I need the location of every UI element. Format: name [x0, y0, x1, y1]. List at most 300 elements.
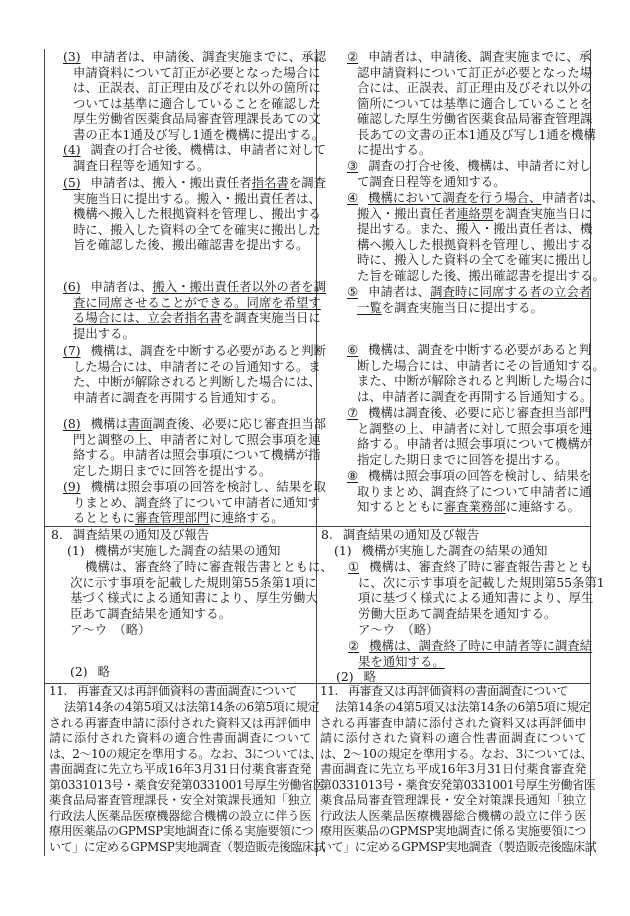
text-segment: 調査の打合せ後、機構は、申請者に対して [90, 142, 326, 157]
line-text [73, 295, 321, 311]
line-text [49, 840, 325, 856]
text-segment: 門と調整の上、申請者に対して照会事項を連 [73, 431, 321, 447]
text-segment: 申請者は、 [368, 284, 431, 299]
line-text [49, 778, 324, 794]
text-segment: 基づく様式による通知書により、厚生労働大 [70, 590, 318, 605]
line-text [335, 700, 590, 716]
text-line [357, 236, 593, 253]
text-line [320, 793, 586, 809]
item-number: 8. [321, 527, 333, 542]
text-line [73, 126, 325, 143]
text-segment: ついては基準に適合していることを確認した [73, 95, 321, 111]
text-line [347, 190, 604, 206]
item-number: (4) [63, 142, 81, 157]
left-item-9 [63, 479, 326, 526]
text-segment: 法第14条の4第5項又は法第14条の6第5項に規定 [64, 700, 320, 714]
line-text [357, 80, 592, 96]
left-item-4 [63, 142, 326, 173]
text-segment: 第0331013号・薬食安発第0331001号厚生労働省医 [49, 777, 325, 792]
line-text [320, 762, 586, 778]
line-text [357, 127, 596, 143]
item-number: (8) [63, 416, 81, 431]
text-segment: 機構が実施した調査の結果の通知 [94, 543, 281, 558]
line-text [73, 310, 321, 326]
text-line [70, 606, 312, 622]
text-line [49, 777, 325, 794]
table-border-left [44, 49, 45, 856]
text-line [73, 206, 321, 222]
right-item-2 [347, 49, 596, 158]
line-text [73, 80, 321, 96]
text-line [357, 174, 586, 190]
section-11-body [320, 700, 597, 855]
text-line [73, 494, 321, 511]
right-item-5 [347, 284, 592, 315]
text-line [357, 499, 586, 515]
item-number: ⑦ [347, 405, 359, 420]
text-line [70, 664, 312, 680]
text-segment: は、2～10の規定を準用する。なお、3については、 [49, 746, 322, 761]
text-segment: 申請者は、搬入・搬出責任者 [90, 175, 252, 190]
line-text [73, 206, 321, 222]
text-line [320, 746, 593, 763]
text-segment: 機構は調査後、必要に応じ審査担当部門 [368, 405, 592, 420]
text-segment: 長あての文書の正本1通及び写し1通を機構 [357, 126, 596, 142]
text-line [73, 463, 312, 479]
text-segment: 申請者に調査を再開する旨通知する。 [73, 389, 284, 405]
text-line [320, 762, 586, 778]
text-segment: 機構へ搬入した根拠資料を管理し、搬出する [73, 206, 321, 221]
text-line [357, 205, 593, 222]
line-text [358, 622, 586, 638]
text-line [358, 590, 594, 606]
text-segment: を調査 [288, 175, 326, 190]
line-text [73, 432, 321, 448]
text-line [320, 731, 586, 747]
line-text [73, 237, 312, 253]
text-line [347, 49, 592, 65]
text-segment: 再審査又は再評価資料の書面調査について [76, 684, 298, 698]
line-text [49, 731, 311, 747]
text-segment: 臣あて調査結果を通知する。 [70, 605, 232, 621]
line-text [73, 390, 312, 406]
text-segment: 労働大臣あて調査結果を通知する。 [358, 605, 557, 621]
text-segment: 機構は照会事項の回答を検討し、結果を [368, 468, 592, 483]
line-text [357, 499, 586, 515]
line-text [358, 606, 586, 622]
text-line [320, 824, 586, 840]
text-segment: に提出する。 [357, 142, 432, 157]
text-segment: 構へ搬入した根拠資料を管理し、搬出する [357, 236, 593, 252]
text-line [320, 809, 586, 825]
underlined-amendment: る場合には、立会者指名書 [73, 310, 222, 325]
line-text [77, 684, 311, 700]
line-text [320, 731, 586, 747]
text-segment: 搬入・搬出責任者 [357, 205, 457, 221]
text-line [73, 294, 321, 311]
text-segment: 申請者は、 [90, 279, 153, 294]
text-segment: 書の正本1通及び写し1通を機構に提出する。 [73, 126, 325, 142]
line-text [357, 221, 592, 237]
item-number: 11. [49, 684, 67, 698]
text-line [335, 700, 591, 716]
text-line [358, 654, 586, 670]
section-11-heading [49, 684, 311, 700]
line-text [70, 590, 318, 606]
text-segment: 略 [97, 664, 110, 679]
text-line [49, 731, 311, 747]
text-line [348, 559, 593, 575]
text-line [357, 420, 593, 437]
text-line [357, 373, 593, 389]
line-text [357, 206, 592, 222]
text-segment: 書面調査に先立ち平成16年3月31日付薬食審査発 [320, 762, 586, 776]
text-line [73, 190, 321, 207]
section-8-omitted [358, 622, 586, 638]
text-line [64, 700, 320, 716]
right-item-4 [347, 190, 605, 283]
text-segment: を調査実施当日に提出する。 [381, 299, 543, 315]
text-line [73, 358, 321, 375]
underlined-amendment: 書面 [127, 416, 153, 431]
text-line [70, 590, 318, 606]
text-segment: た旨を確認した後、搬出確認書を提出する。 [357, 267, 605, 283]
line-text [49, 762, 311, 778]
text-segment: 箇所については基準に適合していることを [357, 95, 593, 111]
line-text [357, 389, 592, 405]
line-text [357, 300, 586, 316]
text-line [336, 669, 586, 685]
text-line [320, 777, 596, 794]
text-line [320, 716, 586, 732]
text-line [357, 436, 593, 452]
line-text [357, 421, 592, 437]
text-line [73, 431, 321, 448]
text-segment: 薬食品局審査管理課長・安全対策課長通知「独立 [320, 793, 586, 807]
text-line [51, 527, 311, 543]
right-item-6 [347, 342, 605, 404]
text-segment: 知するとともに [357, 499, 444, 514]
item-number: 11. [320, 684, 338, 698]
text-segment: 再審査又は再評価資料の書面調査について [347, 684, 569, 698]
text-segment: ア～ウ （略） [358, 622, 439, 637]
line-text [70, 622, 312, 638]
text-line [357, 64, 593, 81]
item-number: (9) [63, 479, 81, 494]
underlined-amendment: 審査業務部 [443, 499, 506, 514]
text-segment: 行政法人医薬品医療機器総合機構の設立に伴う医 [320, 808, 586, 823]
text-line [49, 824, 314, 840]
text-segment: 機構は照会事項の回答を検討し、結果を取 [90, 479, 326, 494]
item-number: ⑤ [347, 284, 359, 299]
line-text [73, 527, 311, 543]
item-number: (7) [63, 343, 81, 358]
text-segment: 申請資料について訂正が必要となった場合に [73, 64, 321, 80]
text-segment: て調査日程等を通知する。 [357, 173, 506, 189]
text-segment: 次に示す事項を記載した規則第55条第1項に [70, 574, 317, 590]
text-segment: 機構が実施した調査の結果の通知 [361, 543, 548, 558]
line-text [64, 700, 319, 716]
section-8-sub-1 [334, 543, 586, 559]
item-number: ③ [347, 158, 359, 173]
line-text [49, 824, 313, 840]
text-line [73, 510, 312, 526]
line-text [362, 543, 586, 559]
text-segment: 薬食品局審査管理課長・安全対策課長通知「独立 [49, 793, 311, 807]
line-text [368, 190, 603, 206]
left-item-6 [63, 279, 326, 341]
line-text [357, 436, 592, 452]
item-number: (2) [70, 664, 88, 679]
text-line [73, 64, 321, 81]
text-line [357, 221, 593, 237]
section-8-heading [321, 527, 586, 543]
text-segment: りまとめ、調査終了について申請者に通知す [73, 494, 321, 510]
line-text [320, 809, 586, 825]
text-segment: した場合には、申請者にその旨通知する。ま [73, 358, 321, 374]
underlined-amendment: 指名書 [251, 175, 289, 190]
text-segment: 請に添付された資料の適合性書面調査について [49, 731, 311, 745]
text-line [73, 326, 312, 342]
line-text [73, 359, 321, 375]
line-text [357, 452, 586, 468]
text-line [73, 221, 321, 238]
line-text [357, 484, 592, 500]
line-text [70, 575, 317, 591]
text-line [347, 342, 592, 358]
text-segment: 時に、搬入した資料の全てを確実に搬出した [73, 221, 321, 237]
text-line [357, 95, 593, 112]
text-segment: 機構は [90, 416, 128, 431]
text-segment: 実施当日に提出する。搬入・搬出責任者は、 [73, 190, 321, 206]
text-segment: に、次に示す事項を記載した規則第55条第1 [358, 574, 605, 590]
text-line [357, 388, 593, 405]
text-line [320, 684, 586, 700]
left-item-5 [63, 175, 326, 253]
text-segment: 調査結果の通知及び報告 [72, 527, 210, 542]
underlined-amendment: 機構において調査を行う場合、 [368, 190, 542, 205]
line-text [73, 326, 312, 342]
section-8-item-2 [348, 638, 593, 669]
underlined-amendment: 調査時に同席する者の立会者 [430, 284, 592, 299]
text-segment: を調査実施当日に [221, 310, 321, 325]
text-line [85, 559, 333, 575]
line-text [49, 747, 321, 763]
underlined-amendment: 果を通知する。 [358, 653, 445, 669]
text-segment: 機構は、調査を中断する必要があると判断 [90, 343, 326, 358]
text-line [70, 622, 312, 638]
item-number: (1) [67, 543, 85, 558]
text-line [63, 343, 326, 359]
text-line [347, 284, 592, 300]
line-text [357, 174, 586, 190]
text-segment: 調査後、必要に応じ審査担当部 [152, 416, 326, 431]
item-number: (6) [63, 279, 81, 294]
line-text [85, 559, 333, 575]
line-text [49, 809, 311, 825]
line-text [73, 65, 321, 81]
right-item-7 [347, 405, 593, 467]
line-text [73, 510, 312, 526]
item-number: ④ [347, 190, 359, 205]
text-segment: 調査の打合せ後、機構は、申請者に対し [368, 158, 592, 173]
text-segment: 行政法人医薬品医療機器総合機構の設立に伴う医 [49, 808, 311, 823]
line-text [343, 527, 586, 543]
text-line [73, 310, 321, 326]
text-segment: 療用医薬品のGPMSP実地調査に係る実施要領につ [49, 824, 314, 838]
line-text [364, 669, 586, 685]
line-text [357, 237, 592, 253]
underlined-amendment: 審査管理部門 [134, 510, 210, 525]
text-segment: 機構は、調査を中断する必要があると判 [368, 342, 592, 357]
item-number: ② [348, 638, 360, 653]
line-text [368, 342, 591, 358]
section-8-sub-1 [67, 543, 312, 559]
line-text [73, 463, 312, 479]
line-text [368, 405, 591, 421]
line-text [91, 479, 326, 495]
text-line [348, 638, 593, 654]
text-line [73, 158, 312, 174]
line-text [73, 127, 324, 143]
line-text [357, 373, 592, 389]
line-text [49, 793, 311, 809]
text-segment: 厚生労働省医薬食品局審査管理課長あての文 [73, 111, 321, 126]
text-line [347, 405, 592, 421]
line-text [320, 793, 586, 809]
text-segment: 断した場合には、申請者にその旨通知する。 [357, 357, 605, 373]
underlined-amendment: 査に同席させることができる。同席を希望す [73, 294, 321, 310]
text-segment: 申請者は、 [541, 190, 604, 205]
text-line [73, 390, 312, 406]
right-item-3 [347, 158, 592, 189]
text-line [357, 483, 592, 500]
item-number: ⑧ [347, 468, 359, 483]
line-text [91, 416, 326, 432]
text-segment: いて」に定めるGPMSP実地調査（製造販売後臨床試 [49, 839, 326, 854]
section-8-body [70, 559, 333, 621]
line-text [73, 222, 321, 238]
text-line [73, 111, 321, 127]
text-segment: 機構は、審査終了時に審査報告書ととも [369, 559, 593, 574]
item-number: ② [347, 49, 359, 64]
line-text [73, 447, 321, 463]
text-line [49, 716, 311, 732]
text-segment: 機構は、審査終了時に審査報告書とともに、 [85, 559, 333, 574]
text-segment: 申請者は、申請後、調査実施までに、承 [368, 49, 592, 64]
text-segment: は、正誤表、訂正理由及びそれ以外の箇所に [73, 80, 321, 95]
text-segment: 法第14条の4第5項又は法第14条の6第5項に規定 [335, 700, 591, 714]
text-line [49, 762, 311, 778]
text-line [321, 527, 586, 543]
text-line [73, 237, 312, 253]
section-8-item-1 [348, 559, 605, 621]
text-segment: 認申請資料について訂正が必要となった場 [357, 64, 593, 80]
line-text [73, 158, 312, 174]
text-line [70, 574, 317, 591]
left-item-3 [63, 49, 326, 142]
item-number: (2) [336, 669, 354, 684]
text-line [347, 158, 592, 174]
section-11-body [49, 700, 326, 855]
item-number: ① [348, 559, 360, 574]
line-text [369, 638, 592, 654]
text-line [320, 839, 597, 856]
text-line [63, 175, 326, 191]
line-text [357, 96, 592, 112]
line-text [368, 468, 591, 484]
text-segment: 取りまとめ、調査終了について申請者に通 [357, 483, 592, 499]
text-line [358, 622, 586, 638]
text-line [49, 684, 311, 700]
line-text [73, 495, 320, 511]
line-text [357, 142, 586, 158]
line-text [357, 252, 592, 268]
text-line [357, 252, 593, 268]
text-line [63, 142, 326, 158]
text-segment: 略 [363, 669, 376, 684]
text-line [357, 267, 605, 284]
line-text [320, 747, 592, 763]
section-8-heading [51, 527, 311, 543]
text-line [357, 300, 586, 316]
line-text [91, 49, 326, 65]
line-text [73, 191, 321, 207]
text-line [357, 452, 586, 468]
text-line [358, 606, 586, 622]
text-segment: 療用医薬品のGPMSP実地調査に係る実施要領につ [320, 824, 586, 838]
line-text [70, 606, 312, 622]
text-line [49, 793, 311, 809]
text-line [357, 142, 586, 158]
item-number: (3) [63, 49, 81, 64]
text-segment: ア～ウ （略） [70, 622, 151, 637]
text-segment: また、中断が解除されると判断した場合に [357, 373, 593, 388]
line-text [91, 142, 326, 158]
text-segment: される再審査申請に添付された資料又は再評価申 [49, 715, 311, 730]
text-segment: 提出する。また、搬入・搬出責任者は、機 [357, 221, 593, 236]
text-segment: 調査結果の通知及び報告 [342, 527, 480, 542]
line-text [368, 158, 591, 174]
line-text [91, 279, 326, 295]
line-text [73, 111, 321, 127]
section-8-sub-2 [70, 664, 312, 680]
text-segment: される再審査申請に添付された資料又は再評価申 [320, 715, 586, 730]
text-segment: 合には、正誤表、訂正理由及びそれ以外の [357, 80, 593, 95]
right-item-8 [347, 468, 592, 515]
text-segment: 時に、搬入した資料の全てを確実に搬出し [357, 252, 593, 267]
text-segment: 申請者は、申請後、調査実施までに、承認 [90, 49, 326, 64]
section-8-omitted [70, 622, 312, 638]
text-segment: 指定した期日までに回答を提出する。 [357, 451, 568, 467]
line-text [358, 575, 605, 591]
section-11-heading [320, 684, 586, 700]
text-segment: を調査実施当日に [493, 205, 593, 221]
text-segment: た、中断が解除されると判断した場合には、 [73, 374, 321, 389]
left-item-8 [63, 416, 326, 478]
item-number: 8. [51, 527, 63, 542]
left-item-7 [63, 343, 326, 405]
text-line [357, 111, 593, 127]
section-8-sub-2 [336, 669, 586, 685]
line-text [91, 175, 326, 191]
line-text [49, 716, 311, 732]
line-text [320, 716, 586, 732]
underlined-amendment: 機構は、調査終了時に申請者等に調査結 [369, 638, 593, 653]
line-text [368, 284, 591, 300]
text-line [357, 126, 596, 143]
line-text [358, 590, 593, 606]
